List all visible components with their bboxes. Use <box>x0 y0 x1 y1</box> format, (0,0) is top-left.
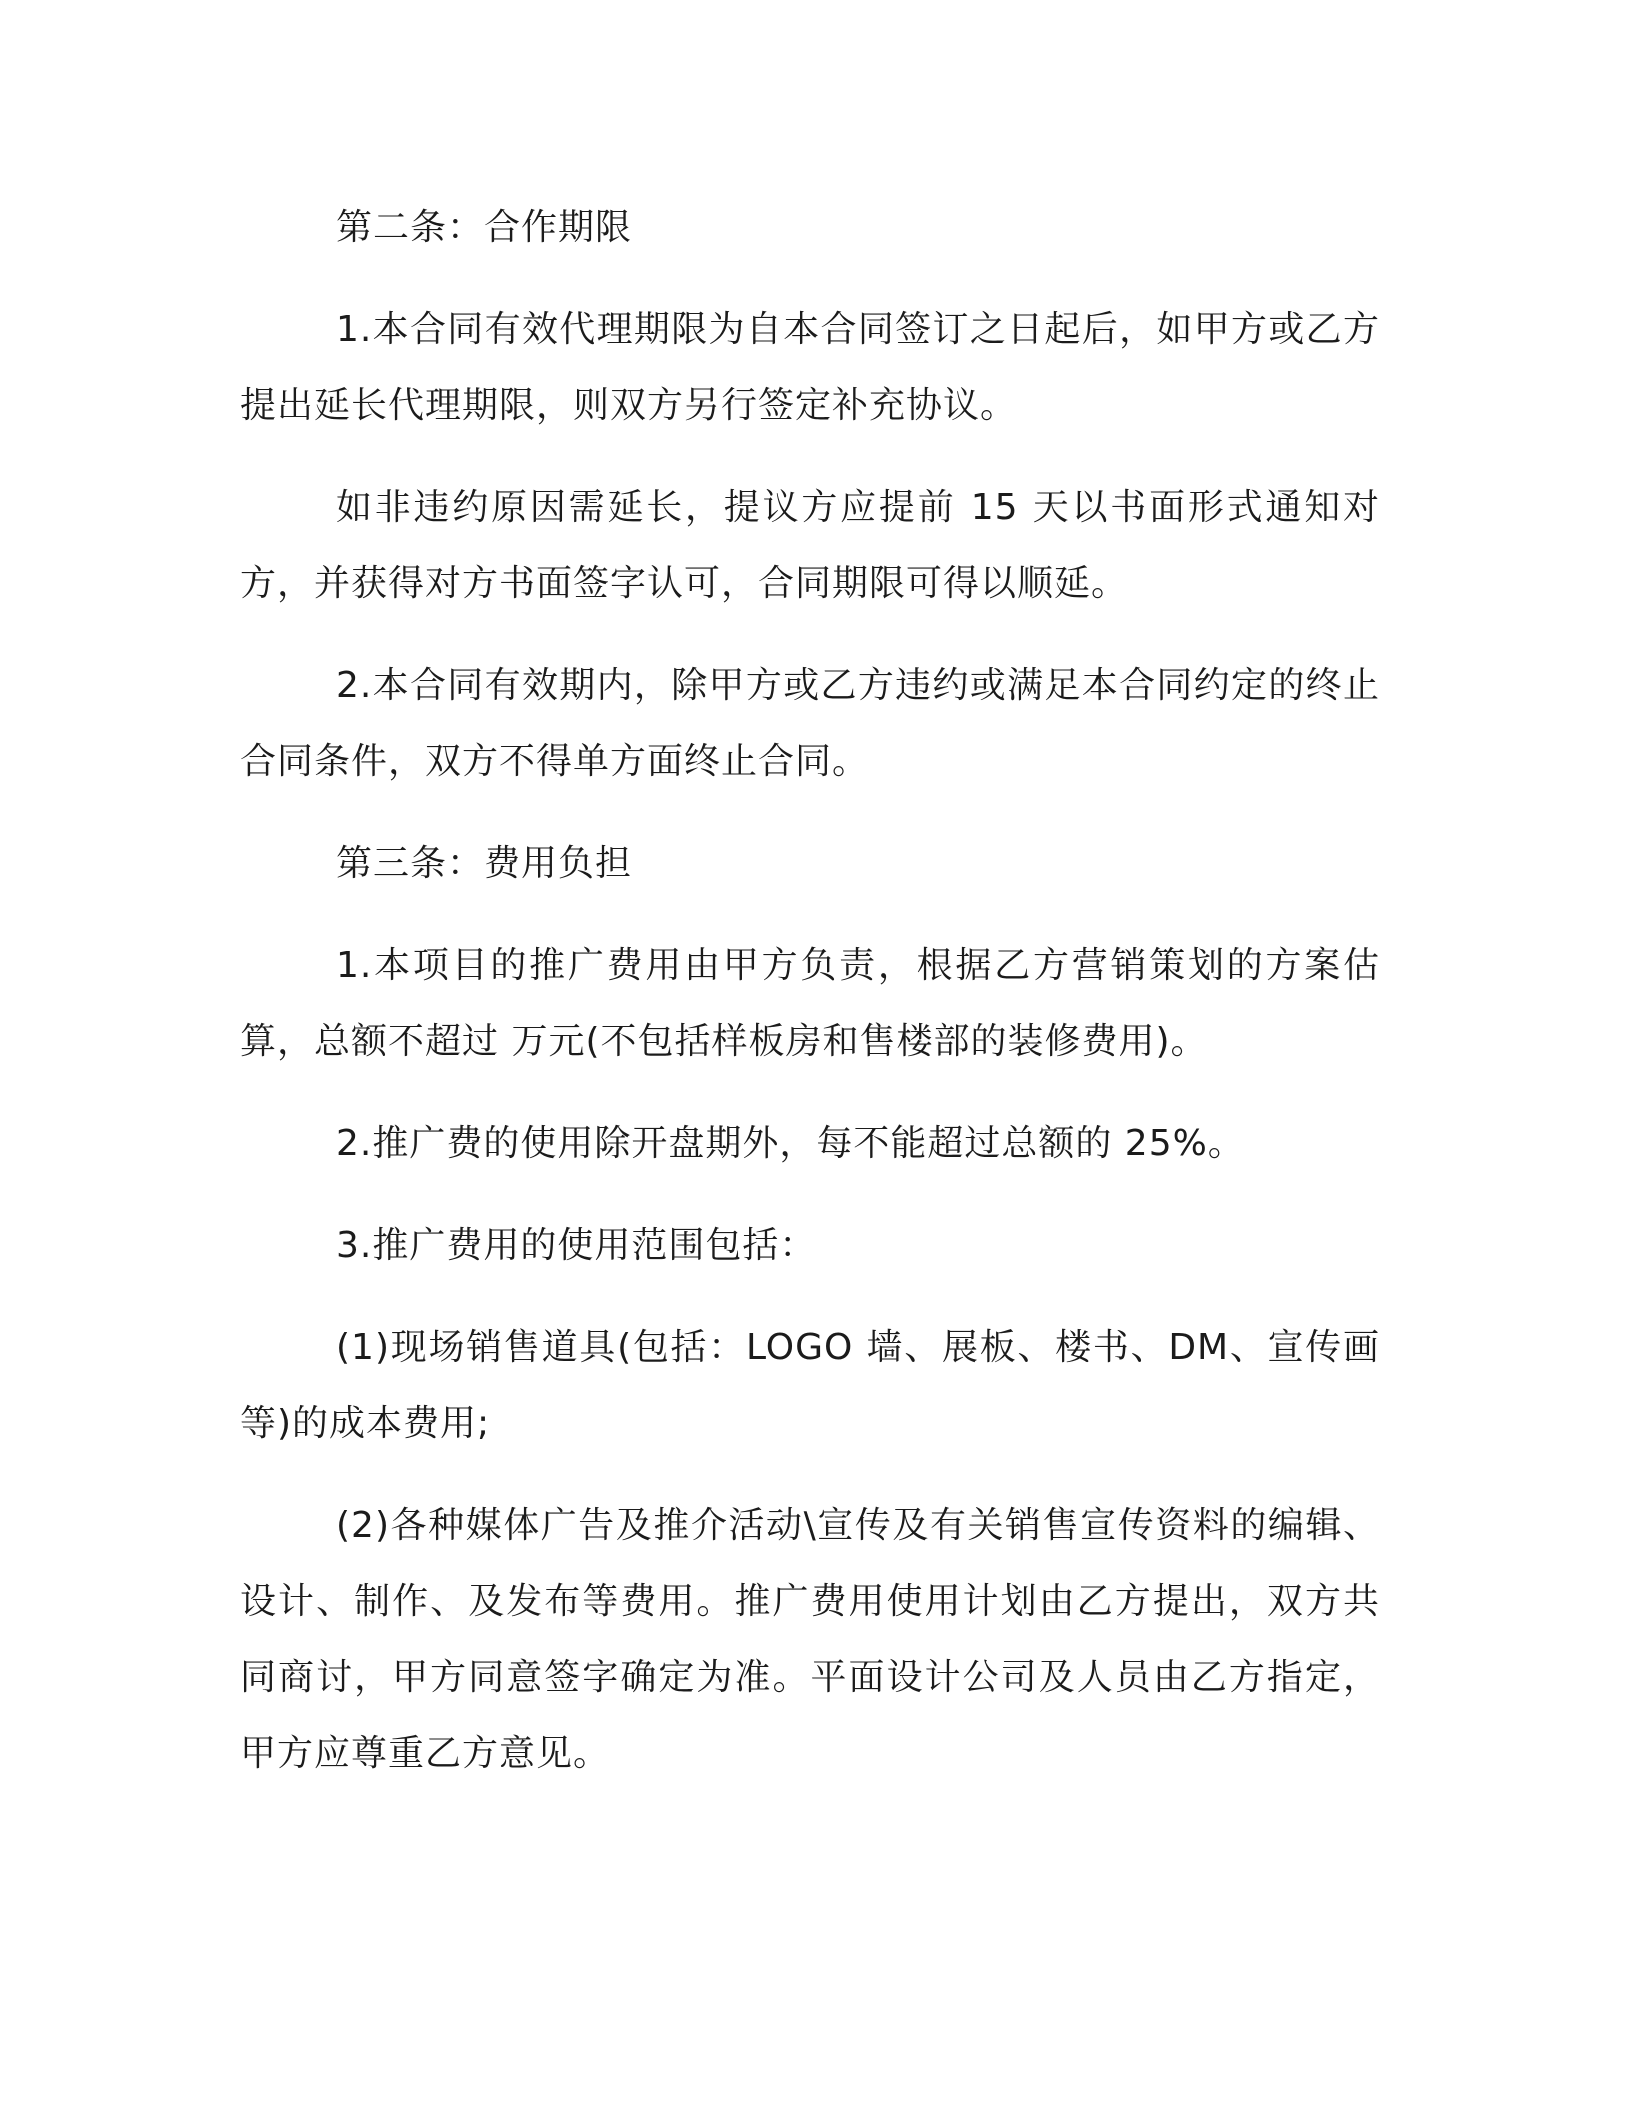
article-3-heading: 第三条：费用负担 <box>336 843 633 884</box>
document-body <box>240 190 1380 1818</box>
article-3-item-1: (1)现场销售道具(包括：LOGO 墙、展板、楼书、DM、宣传画等)的成本费用; <box>240 1327 1380 1444</box>
article-3-clause-3: 3.推广费用的使用范围包括： <box>336 1225 817 1266</box>
article-3-clause-2: 2.推广费的使用除开盘期外，每不能超过总额的 25%。 <box>336 1123 1245 1164</box>
article-2-heading: 第二条：合作期限 <box>336 207 633 248</box>
article-2-extension-note: 如非违约原因需延长，提议方应提前 15 天以书面形式通知对方，并获得对方书面签字认可，合同期限可得以顺延。 <box>240 487 1380 604</box>
article-3-item-2: (2)各种媒体广告及推介活动\宣传及有关销售宣传资料的编辑、设计、制作、及发布等费用。推广费用使用计划由乙方提出，双方共同商讨，甲方同意签字确定为准。平面设计公司及人员由乙方指定，甲方应尊重乙方意见。 <box>240 1505 1380 1774</box>
article-3-clause-1: 1.本项目的推广费用由甲方负责，根据乙方营销策划的方案估算，总额不超过 万元(不包括样板房和售楼部的装修费用)。 <box>240 945 1380 1062</box>
article-2-clause-1: 1.本合同有效代理期限为自本合同签订之日起后，如甲方或乙方提出延长代理期限，则双方另行签定补充协议。 <box>240 309 1380 426</box>
article-2-clause-2: 2.本合同有效期内，除甲方或乙方违约或满足本合同约定的终止合同条件，双方不得单方面终止合同。 <box>240 665 1380 782</box>
